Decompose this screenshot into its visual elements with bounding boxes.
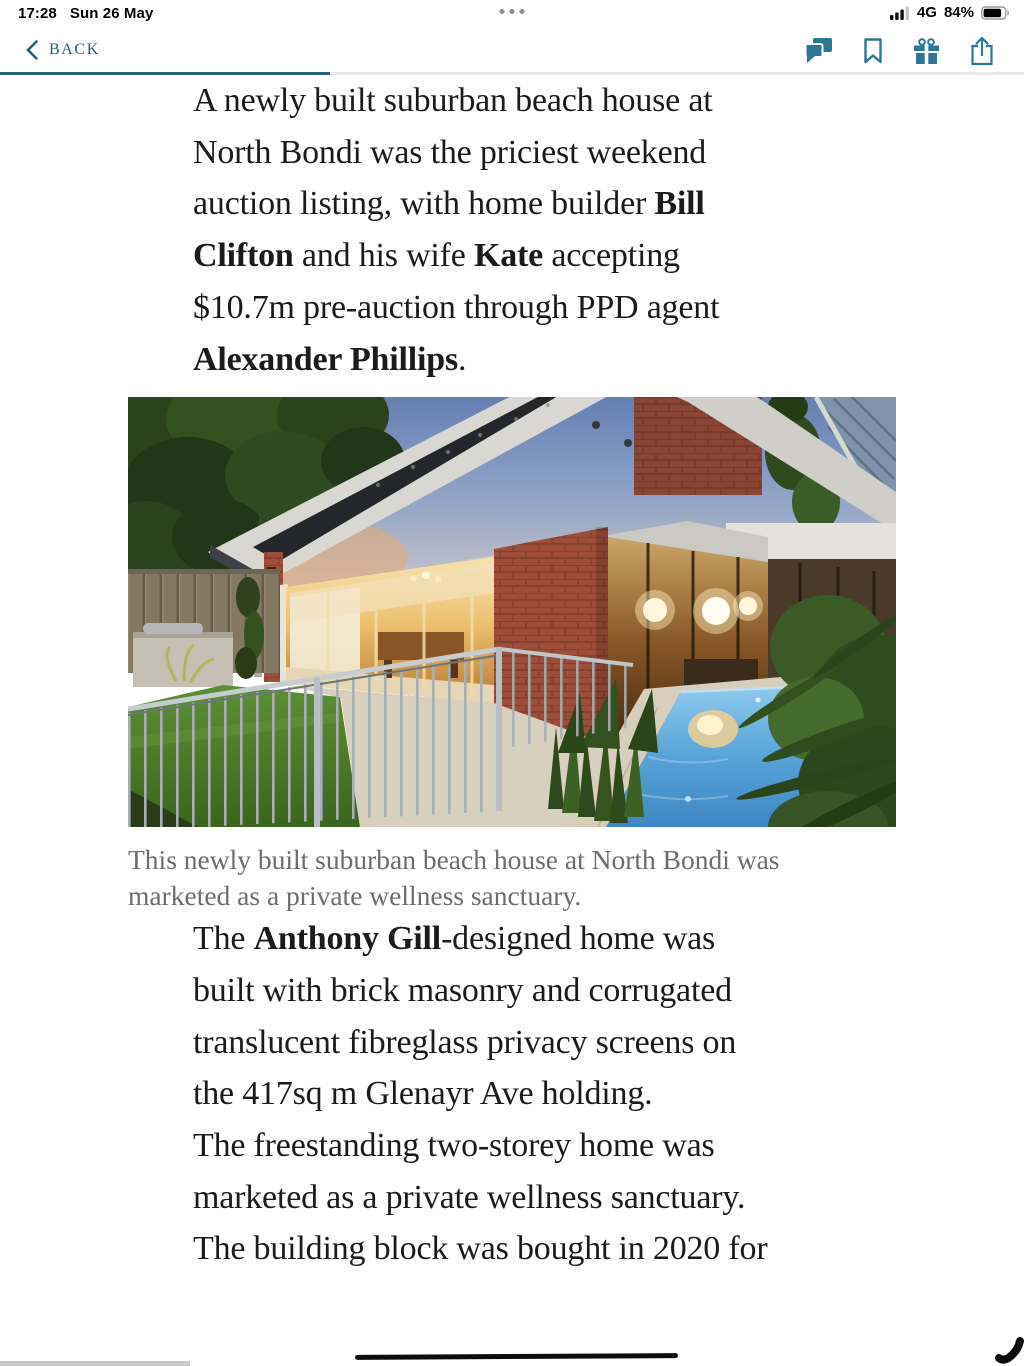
photo-caption <box>128 842 896 913</box>
text-run: . <box>457 340 467 378</box>
text-run: Bill <box>654 185 705 223</box>
pen-underline-annotation <box>355 1353 678 1360</box>
share-button[interactable] <box>968 34 996 68</box>
article-body <box>128 75 896 1275</box>
caption-line: This newly built suburban beach house at North Bondi was <box>128 844 780 876</box>
chevron-left-icon <box>26 40 38 60</box>
article-photo[interactable] <box>128 397 896 827</box>
comments-icon <box>804 38 833 64</box>
gift-icon <box>913 38 940 65</box>
text-run: -designed home was <box>441 920 716 958</box>
comments-button[interactable] <box>802 36 835 66</box>
text-run: translucent fibreglass privacy screens on <box>193 1023 737 1061</box>
paragraph-4 <box>128 1223 896 1275</box>
text-run: Alexander Phillips <box>193 340 458 378</box>
text-run: A newly built suburban beach house at <box>193 82 713 119</box>
battery-percent-label: 84% <box>943 4 974 21</box>
back-button[interactable] <box>22 36 104 64</box>
text-run: The freestanding two-storey home was <box>193 1127 715 1165</box>
text-run: The <box>193 920 254 958</box>
share-icon <box>970 36 994 66</box>
multitasking-grabber-icon <box>500 9 525 14</box>
signal-bars-icon <box>890 6 910 20</box>
article-figure <box>128 397 896 913</box>
text-run: marketed as a private wellness sanctuary. <box>193 1178 746 1216</box>
article-toolbar <box>0 28 1024 72</box>
paragraph-3 <box>128 1120 896 1223</box>
text-run: The building block was bought in 2020 for <box>193 1230 768 1268</box>
network-type-label: 4G <box>916 4 937 21</box>
text-run: and his wife <box>293 237 474 275</box>
bookmark-button[interactable] <box>861 36 885 66</box>
bookmark-icon <box>863 38 883 64</box>
text-run: auction listing, with home builder <box>193 185 655 223</box>
text-run: Anthony Gill <box>253 920 442 958</box>
paragraph-2 <box>128 913 896 1120</box>
battery-icon <box>981 6 1010 20</box>
bottom-edge-strip <box>0 1361 190 1366</box>
text-run: Kate <box>474 237 544 275</box>
paragraph-1 <box>128 75 896 385</box>
clock-date: Sun 26 May <box>69 5 154 22</box>
text-run: accepting <box>543 237 680 275</box>
gift-button[interactable] <box>911 36 942 67</box>
text-run: North Bondi was the priciest weekend <box>193 133 707 171</box>
pen-stroke-annotation <box>994 1332 1024 1364</box>
text-run: $10.7m pre-auction through PPD agent <box>193 288 720 326</box>
text-run: the 417sq m Glenayr Ave holding. <box>193 1075 653 1113</box>
back-label: BACK <box>49 41 100 58</box>
caption-line: marketed as a private wellness sanctuary. <box>128 879 582 911</box>
text-run: Clifton <box>193 237 294 275</box>
clock-time: 17:28 <box>18 5 57 22</box>
text-run: built with brick masonry and corrugated <box>193 971 732 1009</box>
status-bar <box>0 0 1024 28</box>
